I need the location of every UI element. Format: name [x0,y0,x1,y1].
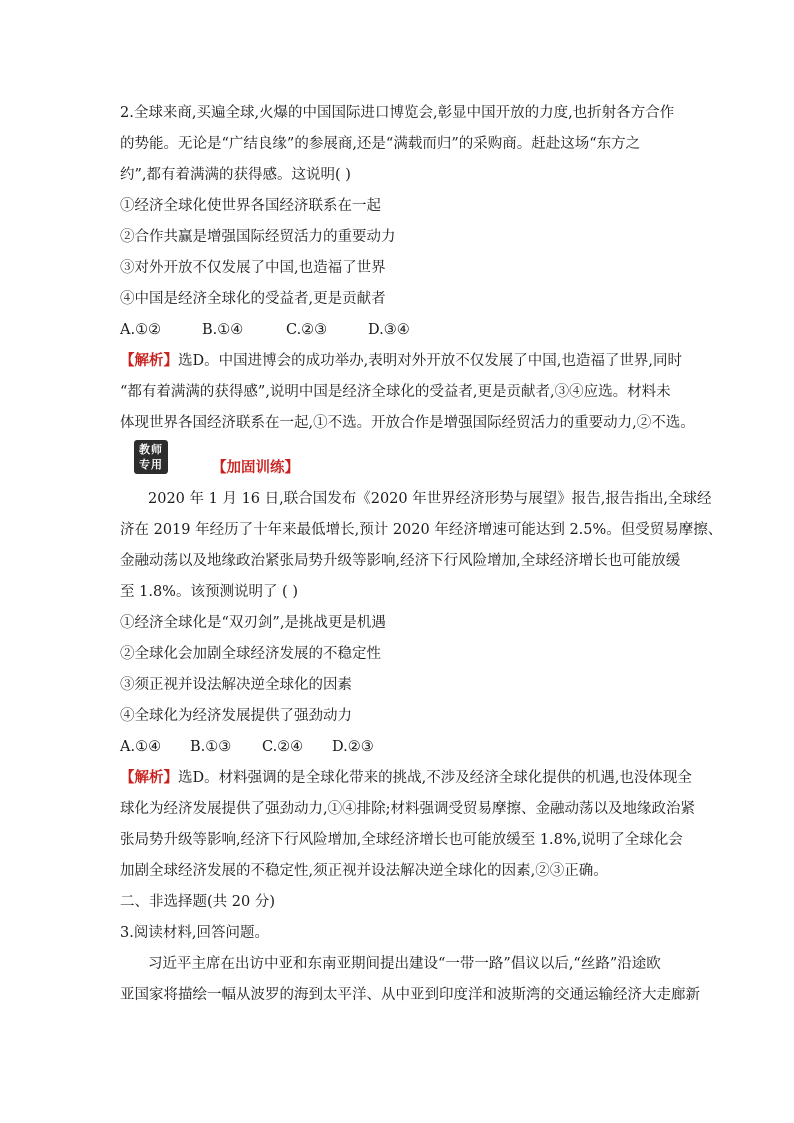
extra-title: 【加固训练】 [212,459,299,476]
extra-statement-3: ③须正视并设法解决逆全球化的因素 [120,677,352,693]
section-heading: 二、非选择题(共 20 分) [120,894,275,910]
extra-analysis-line-3: 张局势升级等影响,经济下行风险增加,全球经济增长也可能放缓至 1.8%,说明了全球化会 [120,832,683,848]
extra-option-d: D.②③ [332,739,374,755]
q2-option-c: C.②③ [286,322,328,338]
extra-statement-2: ②全球化会加剧全球经济发展的不稳定性 [120,646,381,662]
badge-line-2: 专用 [139,458,163,471]
extra-analysis-line-1 [120,768,692,788]
q3-material-line-1: 习近平主席在出访中亚和东南亚期间提出建设“一带一路”倡议以后,“丝路”沿途欧 [148,956,661,972]
q2-option-a: A.①② [120,322,162,338]
extra-analysis-line-2: 球化为经济发展提供了强劲动力,①④排除;材料强调受贸易摩擦、金融动荡以及地缘政治紧 [120,801,695,817]
extra-analysis-text-1: 选D。材料强调的是全球化带来的挑战,不涉及经济全球化提供的机遇,也没体现全 [178,770,692,786]
extra-stem-line-4: 至 1.8%。该预测说明了 ( ) [120,584,298,600]
q3-stem: 3.阅读材料,回答问题。 [120,925,269,941]
q2-statement-3: ③对外开放不仅发展了中国,也造福了世界 [120,260,386,276]
q2-analysis-line-1 [120,351,682,371]
extra-option-c: C.②④ [262,739,304,755]
q2-stem-line-3: 约”,都有着满满的获得感。这说明( ) [120,167,351,183]
extra-analysis-line-4: 加剧全球经济发展的不稳定性,须正视并设法解决逆全球化的因素,②③正确。 [120,863,608,879]
extra-stem-line-2: 济在 2019 年经历了十年来最低增长,预计 2020 年经济增速可能达到 2.5%。但受贸易摩擦、 [120,522,723,538]
extra-option-b: B.①③ [190,739,232,755]
extra-option-a: A.①④ [120,739,162,755]
q2-stem-line-1: 2.全球来商,买遍全球,火爆的中国国际进口博览会,彰显中国开放的力度,也折射各方合作 [120,105,675,121]
badge-line-1: 教师 [139,443,163,456]
q2-statement-1: ①经济全球化使世界各国经济联系在一起 [120,198,381,214]
q2-analysis-line-2: “都有着满满的获得感”,说明中国是经济全球化的受益者,更是贡献者,③④应选。材料未 [120,384,671,400]
q2-options [120,320,410,340]
extra-statement-4: ④全球化为经济发展提供了强劲动力 [120,708,352,724]
q2-option-d: D.③④ [368,322,410,338]
extra-options [120,737,374,757]
q2-option-b: B.①④ [202,322,244,338]
extra-statement-1: ①经济全球化是“双刃剑”,是挑战更是机遇 [120,615,386,631]
q2-analysis-line-3: 体现世界各国经济联系在一起,①不选。开放合作是增强国际经贸活力的重要动力,②不选。 [120,415,695,431]
extra-analysis-tag: 【解析】 [120,769,178,786]
extra-stem-line-3: 金融动荡以及地缘政治紧张局势升级等影响,经济下行风险增加,全球经济增长也可能放缓 [120,553,681,569]
teacher-only-badge [134,440,168,474]
q2-stem-line-2: 的势能。无论是“广结良缘”的参展商,还是“满载而归”的采购商。赶赴这场“东方之 [120,136,641,152]
q3-material-line-2: 亚国家将描绘一幅从波罗的海到太平洋、从中亚到印度洋和波斯湾的交通运输经济大走廊新 [120,987,700,1003]
q2-analysis-tag: 【解析】 [120,352,178,369]
extra-stem-line-1: 2020 年 1 月 16 日,联合国发布《2020 年世界经济形势与展望》报告,报告指出,全球经 [148,491,712,507]
q2-statement-2: ②合作共赢是增强国际经贸活力的重要动力 [120,229,396,245]
q2-analysis-text-1: 选D。中国进博会的成功举办,表明对外开放不仅发展了中国,也造福了世界,同时 [178,353,682,369]
q2-statement-4: ④中国是经济全球化的受益者,更是贡献者 [120,291,386,307]
